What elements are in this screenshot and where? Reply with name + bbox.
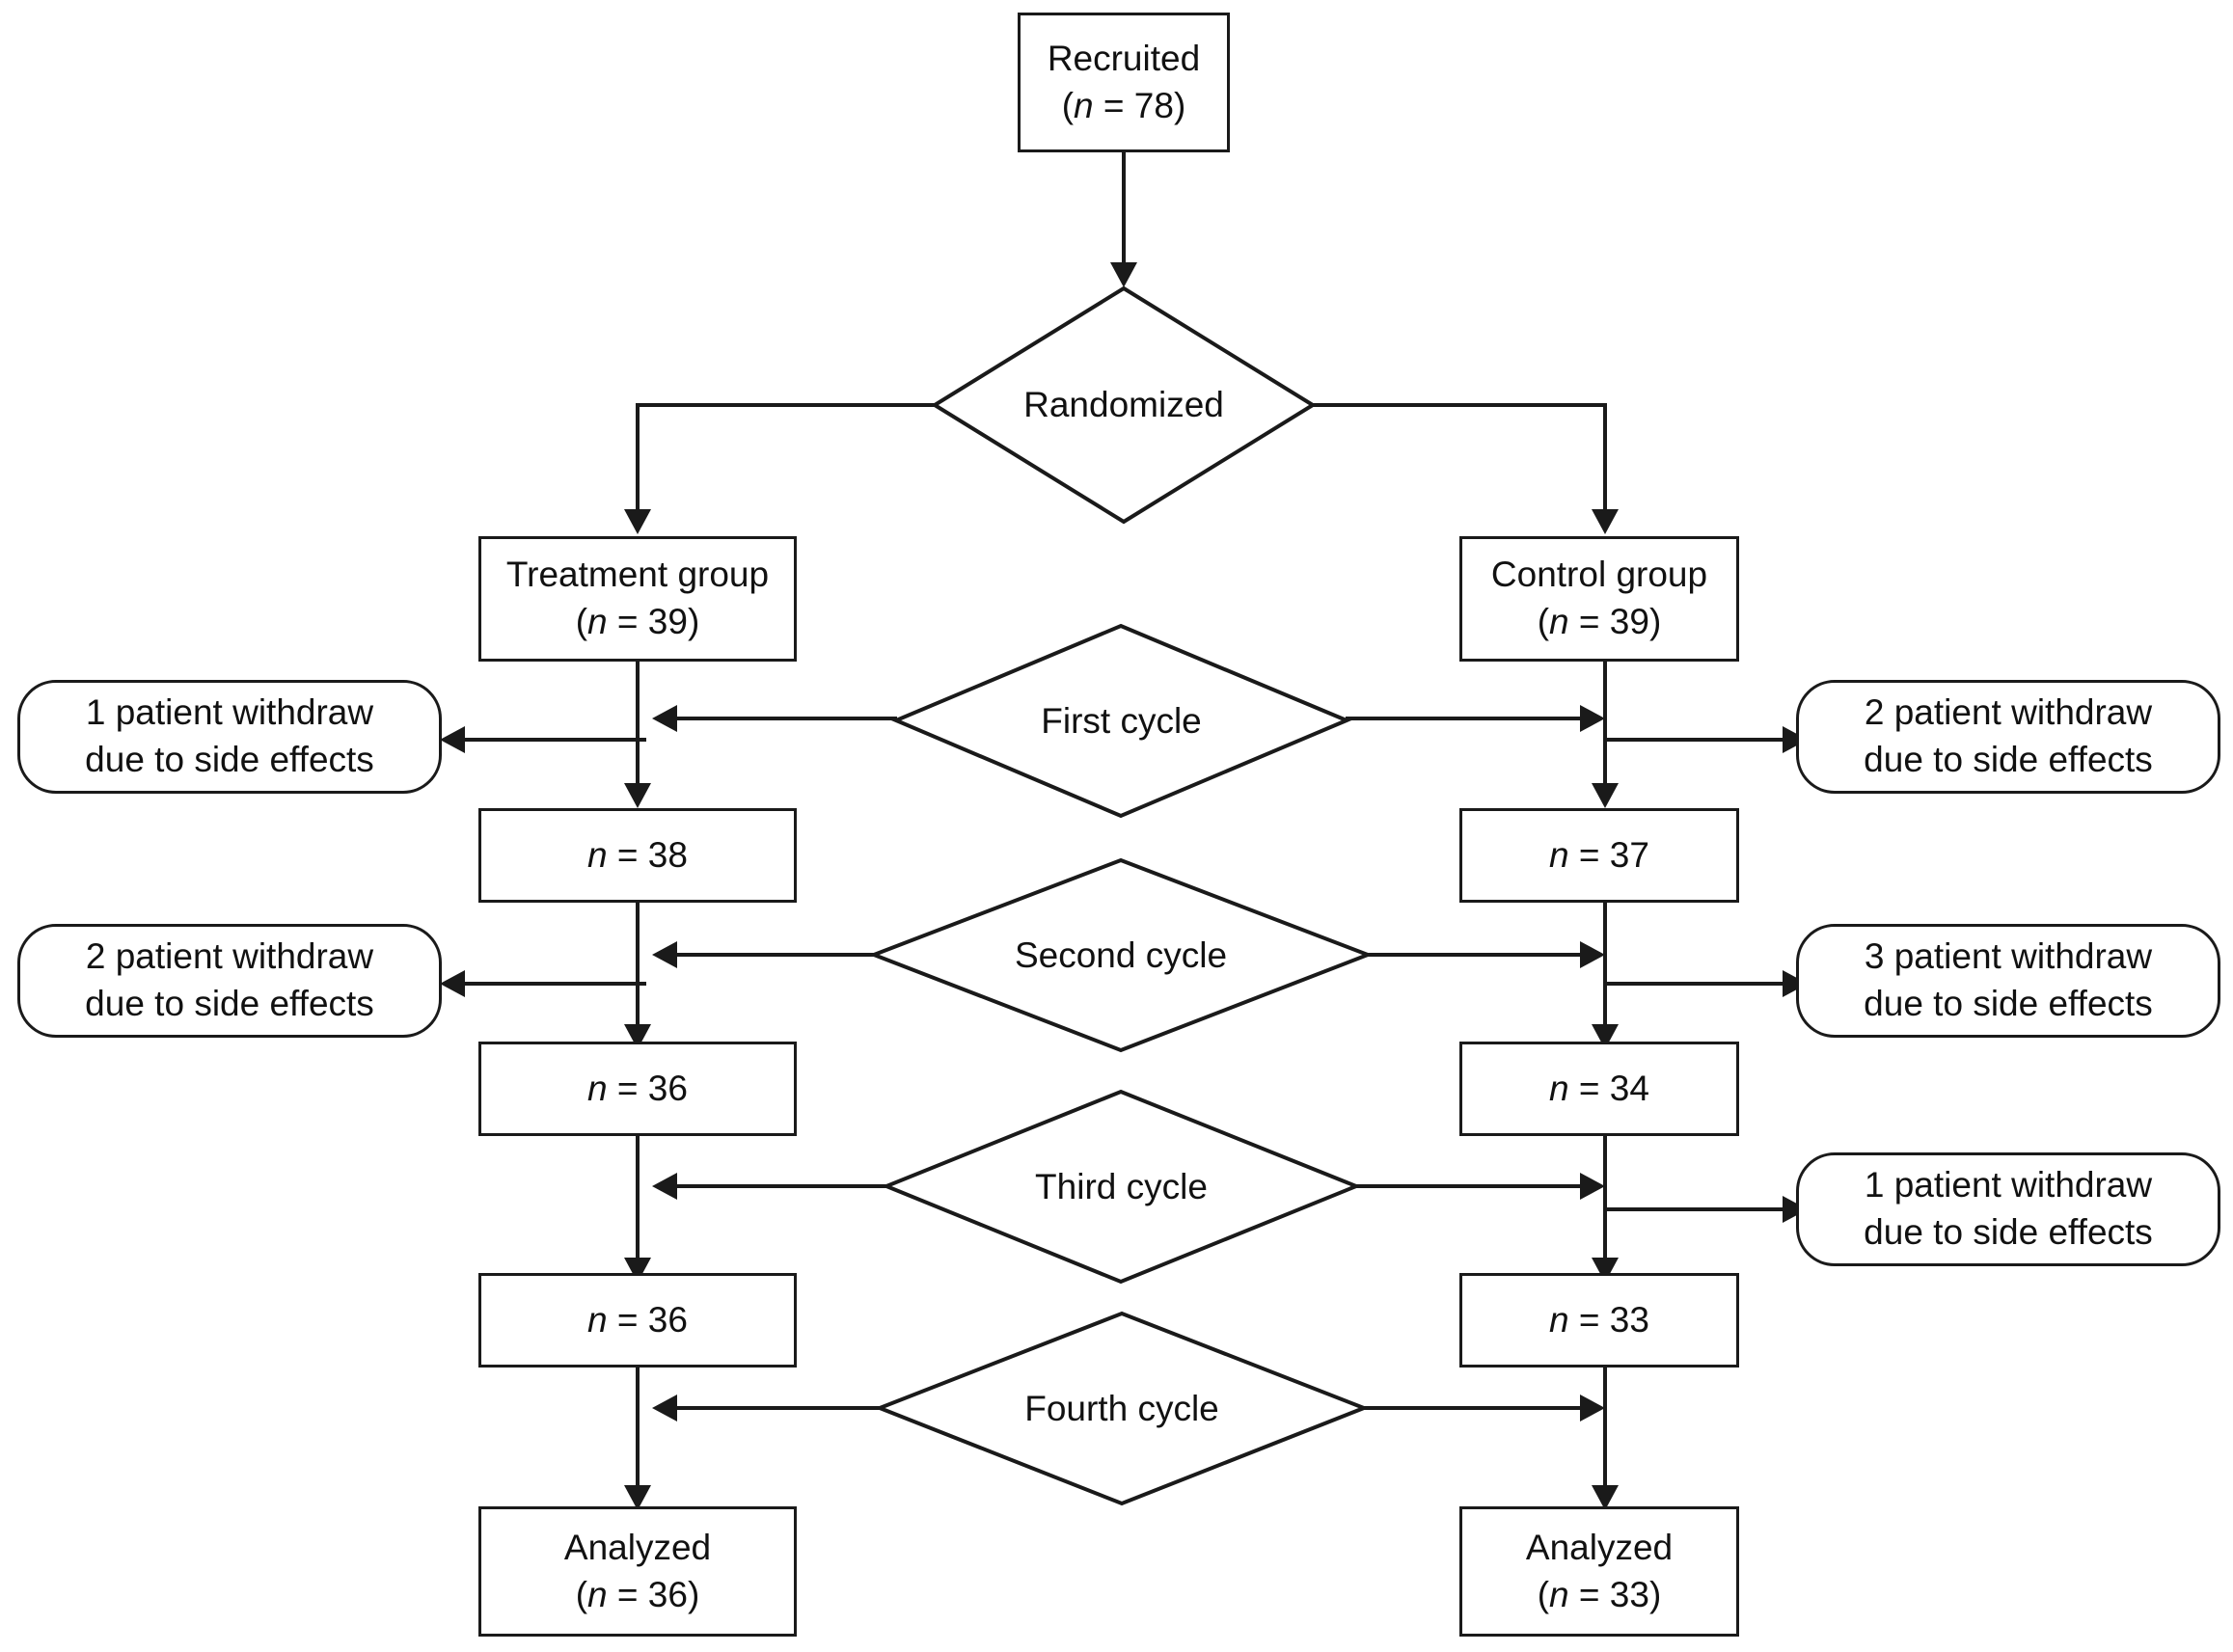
node-withdraw-right-3-line1: 1 patient withdraw — [1864, 1165, 2153, 1205]
node-withdraw-left-2-line1: 2 patient withdraw — [85, 936, 374, 977]
node-withdraw-right-3 — [1796, 1152, 2220, 1266]
node-withdraw-left-2 — [17, 924, 442, 1038]
node-cycle-4 — [876, 1310, 1368, 1507]
edge-randomized-right — [1313, 403, 1607, 407]
node-control-group-line1: Control group — [1490, 555, 1708, 595]
edge-randomized-right-down — [1603, 403, 1607, 519]
arrowhead-cycle2-left-withdraw — [440, 970, 465, 997]
edge-cycle2-to-treatment — [666, 953, 878, 957]
node-control-analyzed — [1459, 1506, 1739, 1637]
arrowhead-cycle2-control — [1580, 941, 1605, 968]
edge-cycle3-to-treatment — [666, 1184, 887, 1188]
edge-cycle2-left-withdraw — [453, 982, 646, 986]
node-withdraw-left-2-line2: due to side effects — [85, 984, 374, 1023]
node-withdraw-right-1-line1: 2 patient withdraw — [1864, 692, 2153, 733]
edge-cycle3-to-control — [1355, 1184, 1582, 1188]
node-treatment-group — [478, 536, 797, 662]
node-control-after-cycle-1-value: n = 37 — [1549, 834, 1649, 875]
node-control-analyzed-line1: Analyzed — [1525, 1527, 1674, 1567]
edge-cycle4-to-treatment — [666, 1406, 883, 1410]
node-cycle-1-label: First cycle — [1041, 700, 1202, 741]
edge-cycle1-to-treatment — [666, 717, 897, 720]
node-recruited-line1: Recruited — [1047, 38, 1201, 78]
node-withdraw-right-1 — [1796, 680, 2220, 794]
edge-cycle1-left-withdraw — [453, 738, 646, 742]
node-control-after-cycle-3 — [1459, 1273, 1739, 1368]
node-control-after-cycle-2-value: n = 34 — [1549, 1068, 1649, 1108]
edge-control-c3 — [1603, 1136, 1607, 1271]
node-recruited — [1018, 13, 1230, 152]
node-treatment-after-cycle-1 — [478, 808, 797, 903]
node-withdraw-right-1-line2: due to side effects — [1864, 740, 2153, 779]
node-withdraw-right-2-line2: due to side effects — [1864, 984, 2153, 1023]
node-treatment-analyzed — [478, 1506, 797, 1637]
arrowhead-cycle2-treatment — [652, 941, 677, 968]
node-control-after-cycle-1 — [1459, 808, 1739, 903]
node-withdraw-left-1-line2: due to side effects — [85, 740, 374, 779]
edge-cycle1-right-withdraw — [1603, 738, 1786, 742]
node-control-analyzed-line2: (n = 33) — [1537, 1574, 1662, 1614]
node-cycle-2-label: Second cycle — [1014, 934, 1228, 975]
node-randomized-label: Randomized — [1023, 385, 1224, 424]
node-control-group-line2: (n = 39) — [1537, 602, 1662, 641]
edge-control-c4 — [1603, 1368, 1607, 1498]
node-treatment-after-cycle-3-value: n = 36 — [587, 1299, 688, 1340]
node-treatment-analyzed-line1: Analyzed — [563, 1527, 712, 1567]
node-cycle-2 — [870, 856, 1372, 1054]
node-cycle-4-label: Fourth cycle — [1024, 1388, 1219, 1428]
node-treatment-after-cycle-2 — [478, 1042, 797, 1136]
edge-control-c2 — [1603, 903, 1607, 1038]
edge-cycle3-right-withdraw — [1603, 1207, 1786, 1211]
node-treatment-group-line1: Treatment group — [505, 555, 770, 595]
edge-recruited-randomized — [1122, 152, 1126, 273]
arrowhead-control-group — [1592, 509, 1619, 534]
arrowhead-cycle4-treatment — [652, 1395, 677, 1422]
node-treatment-after-cycle-1-value: n = 38 — [587, 834, 688, 875]
arrowhead-cycle4-control — [1580, 1395, 1605, 1422]
node-withdraw-right-2 — [1796, 924, 2220, 1038]
node-control-after-cycle-2 — [1459, 1042, 1739, 1136]
edge-cycle2-to-control — [1365, 953, 1582, 957]
edge-cycle1-to-control — [1346, 717, 1582, 720]
edge-cycle2-right-withdraw — [1603, 982, 1786, 986]
node-withdraw-left-1-line1: 1 patient withdraw — [85, 692, 374, 733]
arrowhead-treatment-c1 — [624, 783, 651, 808]
node-withdraw-left-1 — [17, 680, 442, 794]
node-randomized — [931, 284, 1317, 526]
node-withdraw-right-2-line1: 3 patient withdraw — [1864, 936, 2153, 977]
edge-treatment-c2 — [636, 903, 640, 1038]
edge-randomized-left-down — [636, 403, 640, 519]
node-control-group — [1459, 536, 1739, 662]
node-recruited-line2: (n = 78) — [1061, 85, 1186, 125]
node-control-after-cycle-3-value: n = 33 — [1549, 1299, 1649, 1340]
node-cycle-3 — [883, 1088, 1360, 1286]
edge-treatment-c4 — [636, 1368, 640, 1498]
node-cycle-1 — [892, 622, 1350, 820]
arrowhead-cycle1-treatment — [652, 705, 677, 732]
edge-cycle4-to-control — [1362, 1406, 1582, 1410]
edge-treatment-c3 — [636, 1136, 640, 1271]
node-treatment-group-line2: (n = 39) — [575, 602, 700, 641]
edge-randomized-left — [636, 403, 935, 407]
arrowhead-cycle3-control — [1580, 1173, 1605, 1200]
arrowhead-cycle3-treatment — [652, 1173, 677, 1200]
arrowhead-control-c1 — [1592, 783, 1619, 808]
node-withdraw-right-3-line2: due to side effects — [1864, 1212, 2153, 1252]
arrowhead-cycle1-left-withdraw — [440, 726, 465, 753]
node-treatment-analyzed-line2: (n = 36) — [575, 1574, 700, 1614]
edge-treatment-c1 — [636, 662, 640, 797]
node-treatment-after-cycle-2-value: n = 36 — [587, 1068, 688, 1108]
node-treatment-after-cycle-3 — [478, 1273, 797, 1368]
arrowhead-cycle1-control — [1580, 705, 1605, 732]
arrowhead-treatment-group — [624, 509, 651, 534]
node-cycle-3-label: Third cycle — [1035, 1166, 1208, 1206]
